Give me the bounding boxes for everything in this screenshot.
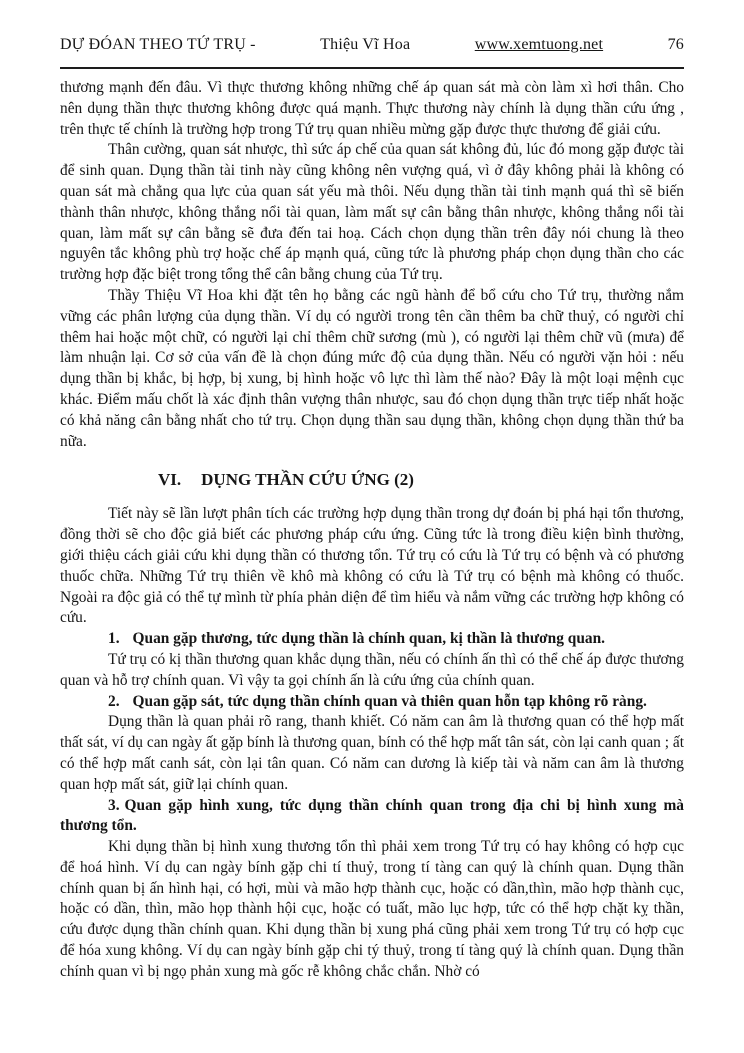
website-link[interactable]: www.xemtuong.net [474, 36, 604, 53]
page-header [60, 36, 684, 69]
item-2-number: 2. [108, 692, 120, 710]
item-heading-3 [60, 796, 684, 838]
paragraph-item-1-body: Tứ trụ có kị thần thương quan khắc dụng thần, nếu có chính ấn thì có thể chế áp được thương quan và hỗ trợ chính quan. Vì vậy ta gọi chính ấn là cứu ứng của chính quan. [60, 650, 684, 689]
section-number: VI. [158, 470, 182, 490]
item-1-title: Quan gặp thương, tức dụng thần là chính quan, kị thần là thương quan. [132, 630, 605, 648]
section-title: DỤNG THẦN CỨU ỨNG (2) [201, 470, 414, 490]
paragraph-item-3-body: Khi dụng thần bị hình xung thương tổn thì phải xem trong Tứ trụ có hay không có hợp cục để hoá hình. Ví dụ can ngày bính gặp chi tí thuỷ, trong tí tàng can quý là chính quan. Dụng thần chính quan bị ấn hình hại, có hợi, mùi và mão hợp thành cục, hoặc có dần,thìn, mão hợp thành cục, hoặc có dần, thìn, mão họp thành hội cục, hoặc có tuất, mão lục hợp, tức có thể hợp chặt kỵ thần, cứu được dụng thần chính quan. Khi dụng thần bị xung phá cũng phải xem trong Tứ trụ có hợp cục để hóa xung không. Ví dụ can ngày bính gặp chi tý thuỷ, trong tí tàng quý là chính quan. Dụng thần chính quan vì bị ngọ phản xung mà gốc rễ không chắc chắn. Nhờ có [60, 838, 684, 980]
item-heading-1 [60, 629, 684, 650]
paragraph-item-2-body: Dụng thần là quan phải rõ rang, thanh khiết. Có năm can âm là thương quan có thể hợp mất thất sát, ví dụ can ngày ất gặp bính là thương quan, bính có thể hợp mất tân sát, còn lại canh quan ; ất có thể hợp mất canh sát, còn lại tân quan. Có năm can dương là kiếp tài và năm can âm là thương quan hợp mất sát, giữ lại chính quan. [60, 713, 684, 793]
paragraph-thay-thieu-vi-hoa: Thầy Thiệu Vĩ Hoa khi đặt tên họ bằng các ngũ hành để bổ cứu cho Tứ trụ, thường nắm vững các phân lượng của dụng thần. Ví dụ có người trong tên cần thêm ba chữ thuỷ, có người chỉ thêm hai hoặc một chữ, có người lại chỉ thêm chữ sương (mù ), có người lại thêm chữ vũ (mưa) để làm nhuận lại. Cơ sở của vấn đề là chọn đúng mức độ của dụng thần. Nếu có người vặn hỏi : nếu dụng thần bị khắc, bị hợp, bị xung, bị hình hoặc vô lực thì làm thế nào? Đây là một loại mệnh cục khác. Điểm mấu chốt là xác định thân vượng thân nhược, sau đó chọn dụng thần trực tiếp nhất hoặc có khả năng cân bằng nhất cho tứ trụ. Chọn dụng thần sau dụng thần, không chọn dụng thần thứ ba nữa. [60, 286, 684, 450]
paragraph-tiet-nay: Tiết này sẽ lần lượt phân tích các trường hợp dụng thần trong dự đoán bị phá hại tổn thương, đồng thời sẽ cho độc giả biết các phương pháp cứu ứng. Cũng tức là trong điều kiện bình thường, giới thiệu cách giải cứu khi dụng thần có thương tổn. Tứ trụ có cứu là Tứ trụ có bệnh và có phương thuốc chữa. Những Tứ trụ thiên về khô mà không có cứu là Tứ trụ có bệnh mà không có thuốc. Ngoài ra độc giả có thể tự mình từ phía phản diện để tìm hiểu và nắm vững các trường hợp không có cứu. [60, 505, 684, 627]
paragraph-continuation: thương mạnh đến đâu. Vì thực thương không những chế áp quan sát mà còn làm xì hơi thân. Cho nên dụng thần thực thương không được quá mạnh. Thực thương này chính là dụng thần cứu ứng , trên thực tế chính là trường hợp trong Tứ trụ quan nhiều mừng gặp được thực thương để giải cứu. [60, 79, 684, 138]
item-2-title: Quan gặp sát, tức dụng thần chính quan và thiên quan hỗn tạp không rõ ràng. [132, 692, 647, 710]
section-heading [60, 469, 684, 491]
item-3-number: 3. [108, 796, 120, 814]
page-body [60, 78, 684, 983]
paragraph-than-cuong: Thân cường, quan sát nhược, thì sức áp chế của quan sát không đủ, lúc đó mong gặp được tài để sinh quan. Dụng thần tài tinh này cũng không nên vượng quá, vì ở đây không phải là không có quan sát mà chẳng qua lực của quan sát yếu mà thôi. Nếu dụng thần tài tinh mạnh quá thì sẽ biến thành thân nhược, không thắng nổi tài quan, làm mất sự cân bằng thân nhược, không thắng nổi tài quan, làm mất sự cân bằng sẽ đưa đến tai hoạ. Cách chọn dụng thần trên đây nói chung là theo nguyên tắc không phù trợ hoặc chế áp mạnh quá, cũng tức là phương pháp chọn dụng thần cho các trường hợp đặc biệt trong tổng thể cân bằng chung của Tứ trụ. [60, 141, 684, 284]
item-3-title: Quan gặp hình xung, tức dụng thần chính quan trong địa chi bị hình xung mà thương tổn. [60, 796, 684, 835]
book-title: DỰ ĐÓAN THEO TỨ TRỤ - [60, 36, 256, 53]
item-1-number: 1. [108, 630, 120, 648]
page-number: 76 [667, 36, 684, 53]
author-name: Thiệu Vĩ Hoa [320, 36, 411, 53]
item-heading-2 [60, 692, 684, 713]
